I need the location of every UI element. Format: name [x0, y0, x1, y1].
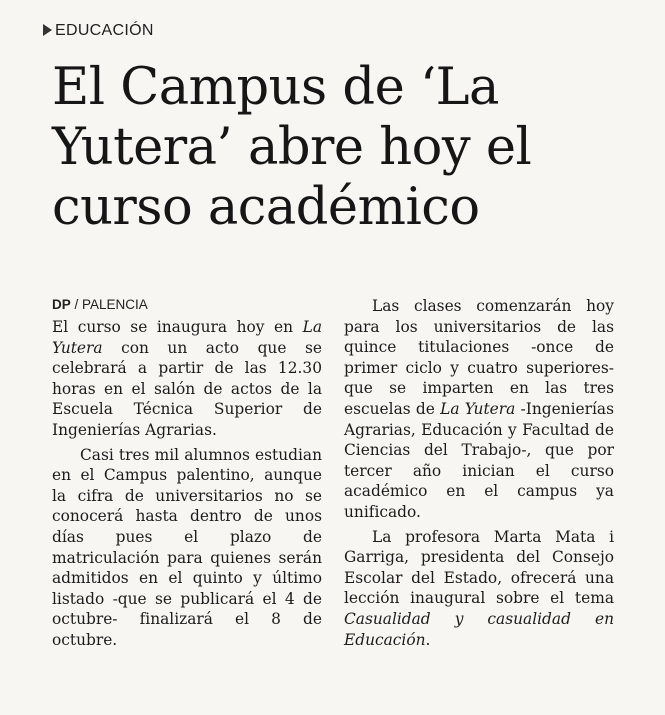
- paragraph-1-text-a: El curso se inaugura hoy en: [52, 318, 303, 336]
- paragraph-3-text-c: -Ingenierías Agrarias, Educación y Facultad de Ciencias del Trabajo-, que por tercer año inician el curso académico en el campus ya unificado.: [344, 399, 614, 521]
- column-right: [344, 296, 614, 650]
- column-left: [52, 296, 322, 651]
- paragraph-4-text-a: La profesora Marta Mata i Garriga, presidenta del Consejo Escolar del Estado, ofrecerá una lección inaugural sobre el tema: [344, 527, 614, 608]
- paragraph-4-text-c: .: [425, 630, 431, 649]
- paragraph-2: Casi tres mil alumnos estudian en el Campus palentino, aunque la cifra de universitarios no se conocerá hasta dentro de unos días pues el plazo de matriculación para quienes serán admitidos en el quinto y último listado -que se publicará el 4 de octubre- finalizará el 8 de octubre.: [52, 445, 322, 649]
- paragraph-3-italic: La Yutera: [440, 399, 516, 418]
- triangle-icon: [43, 24, 52, 36]
- paragraph-1-italic: La Yutera: [52, 318, 322, 357]
- byline-separator: /: [70, 297, 83, 312]
- paragraph-3: [344, 296, 614, 523]
- paragraph-1-text-c: con un acto que se celebrará a partir de las 12.30 horas en el salón de actos de la Escuela Técnica Superior de Ingenierías Agrarias.: [52, 338, 322, 439]
- paragraph-1: [52, 317, 322, 441]
- paragraph-4-italic: Casualidad y casualidad en Educación: [344, 609, 614, 649]
- paragraph-4: [344, 527, 614, 651]
- byline: [52, 296, 322, 314]
- byline-place: PALENCIA: [82, 297, 148, 312]
- section-name: EDUCACIÓN: [55, 22, 154, 39]
- headline: El Campus de ‘La Yutera’ abre hoy el curso académico: [52, 58, 532, 237]
- section-label: [43, 22, 154, 40]
- byline-agency: DP: [52, 297, 71, 312]
- paragraph-3-text-a: Las clases comenzarán hoy para los universitarios de las quince titulaciones -once de primer ciclo y cuatro superiores- que se imparten en las tres escuelas de: [344, 297, 614, 418]
